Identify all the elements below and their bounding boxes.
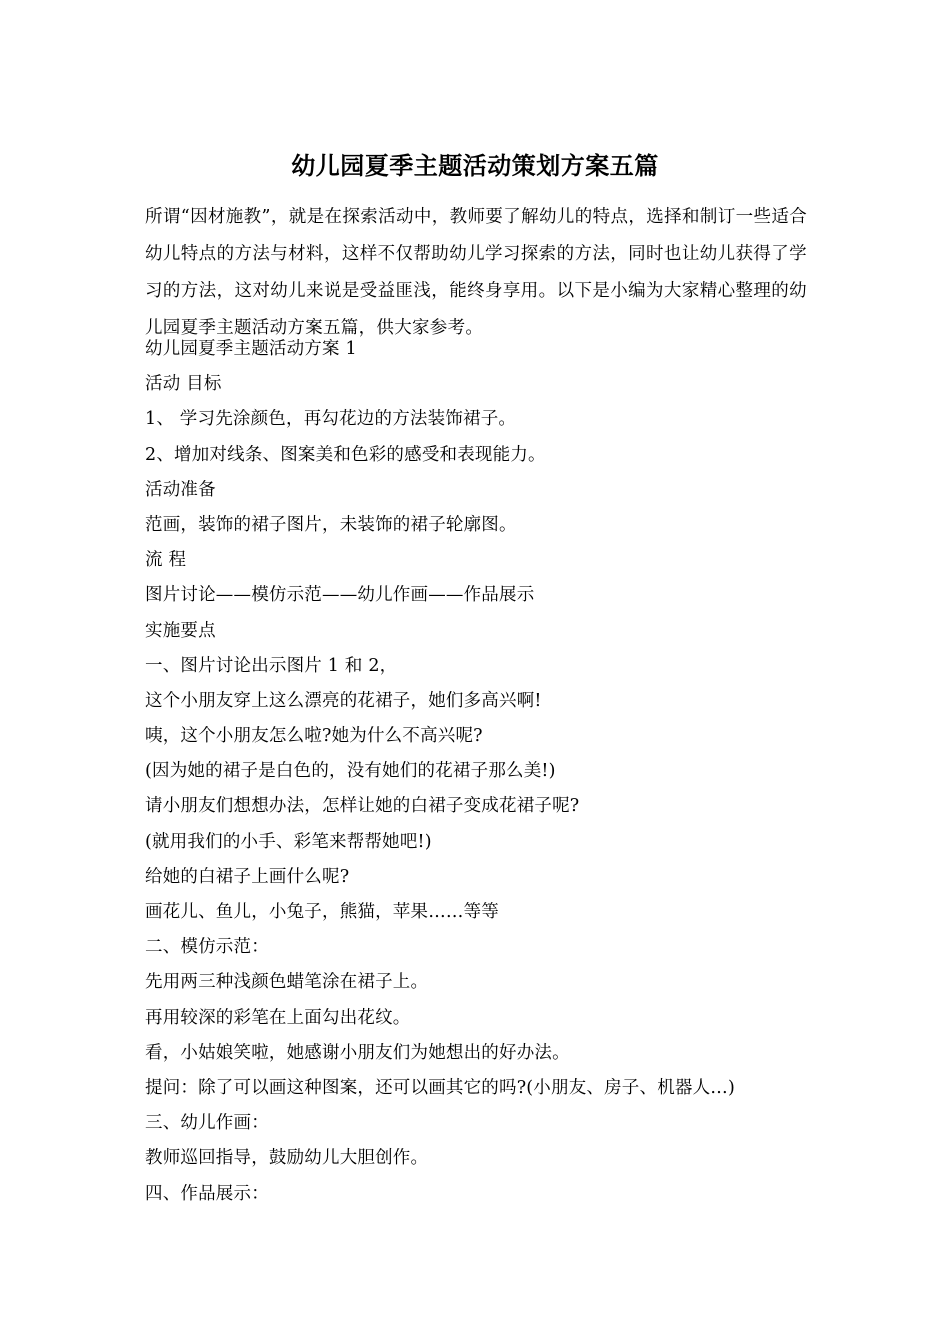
text-line: 1、 学习先涂颜色，再勾花边的方法装饰裙子。 <box>145 409 517 430</box>
text-line: 看，小姑娘笑啦，她感谢小朋友们为她想出的好办法。 <box>145 1042 570 1063</box>
text-line: 先用两三种浅颜色蜡笔涂在裙子上。 <box>145 972 429 993</box>
text-line: 四、作品展示： <box>145 1183 269 1204</box>
text-line: 这个小朋友穿上这么漂亮的花裙子，她们多高兴啊! <box>145 690 542 711</box>
document-title: 幼儿园夏季主题活动策划方案五篇 <box>291 151 659 181</box>
text-line: 三、幼儿作画： <box>145 1113 269 1134</box>
text-line: (就用我们的小手、彩笔来帮帮她吧!) <box>145 831 432 852</box>
subheading-preparation: 活动准备 <box>145 479 216 500</box>
text-line: (因为她的裙子是白色的，没有她们的花裙子那么美!) <box>145 761 556 782</box>
text-line: 给她的白裙子上画什么呢? <box>145 866 350 887</box>
subheading-process: 流 程 <box>145 550 187 571</box>
content-lines <box>145 332 825 1212</box>
text-line: 范画，装饰的裙子图片，未装饰的裙子轮廓图。 <box>145 514 517 535</box>
text-line: 请小朋友们想想办法，怎样让她的白裙子变成花裙子呢? <box>145 796 580 817</box>
text-line: 2、增加对线条、图案美和色彩的感受和表现能力。 <box>145 444 546 465</box>
text-line: 一、图片讨论出示图片 1 和 2， <box>145 655 398 676</box>
subheading-goals: 活动 目标 <box>145 374 222 395</box>
text-line: 再用较深的彩笔在上面勾出花纹。 <box>145 1007 411 1028</box>
text-line: 提问：除了可以画这种图案，还可以画其它的吗?(小朋友、房子、机器人…) <box>145 1077 736 1098</box>
text-line: 二、模仿示范： <box>145 937 269 958</box>
text-line: 咦，这个小朋友怎么啦?她为什么不高兴呢? <box>145 726 483 747</box>
subheading-key-points: 实施要点 <box>145 620 216 641</box>
text-line: 图片讨论——模仿示范——幼儿作画——作品展示 <box>145 585 535 606</box>
text-line: 教师巡回指导，鼓励幼儿大胆创作。 <box>145 1148 429 1169</box>
intro-paragraph: 所谓“因材施教”，就是在探索活动中，教师要了解幼儿的特点，选择和制订一些适合幼儿特点的方法与材料，这样不仅帮助幼儿学习探索的方法，同时也让幼儿获得了学习的方法，这对幼儿来说是受益匪浅，能终身享用。以下是小编为大家精心整理的幼儿园夏季主题活动方案五篇，供大家参考。 <box>145 206 807 338</box>
text-line: 画花儿、鱼儿，小兔子，熊猫，苹果……等等 <box>145 902 499 922</box>
section-heading: 幼儿园夏季主题活动方案 1 <box>145 339 357 359</box>
